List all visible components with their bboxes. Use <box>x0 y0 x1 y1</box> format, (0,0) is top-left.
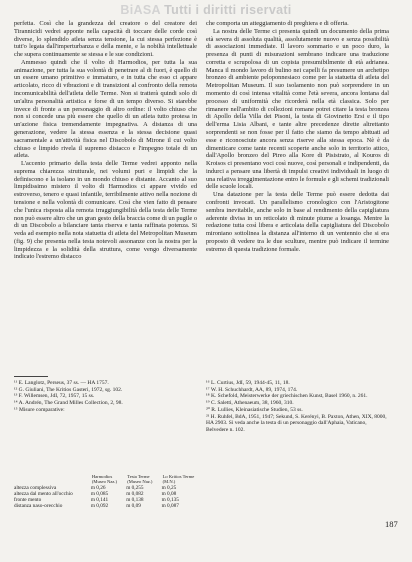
measure-value: m 0,255 <box>126 485 144 491</box>
measurements-header: Testa Terme (Museo Naz.) <box>127 474 153 484</box>
left-paragraph-1: perfetta. Così che la grandezza del creatore o del creatore dei Tirannicidi vedrei apponte nella capacità di toccare delle corde così diverse, lo splendido atleta senza tensione, la cui stessa perfezione è tutt'o legata dall'imperturbanza e della mente, e la nobiltà intellettuale che supera continuamente se stessa e le sue condizioni. <box>14 20 197 59</box>
measure-label: fronte mento <box>14 497 42 504</box>
left-column <box>14 20 197 374</box>
footnote: ²⁰ R. Lullies, Kleinasiatische Studien, 53 ss. <box>206 406 303 413</box>
footnote: ²¹ H. Ruhfel, BdA, 1951, 1947; Sekund, S. Kerényi, B. Paxton, Athen, XIX, 8000, HA 2903. Si veda anche la testa di un personaggio dall'Aphaia, Vaticano, Belvedere n. 102. <box>206 413 387 433</box>
measurements-table <box>14 473 197 509</box>
right-footnotes <box>206 380 389 448</box>
footnote: ¹⁹ C. Saletti, Athenaeum, 38, 1960, 310. <box>206 400 294 407</box>
measure-value: m 0,138 <box>126 497 144 504</box>
footnote: ¹⁴ A. Andrén, The Grand Milles Collection, 2, 98. <box>14 400 123 407</box>
footnote: ¹⁷ W. H. Schuchhardt, AA, 89, 1974, 174. <box>206 386 298 393</box>
footnote: ¹⁸ K. Schefold, Meisterwerke der griechischen Kunst, Basel 1960, n. 261. <box>206 393 368 400</box>
right-paragraph-3: Una datazione per la testa delle Terme può essere dedotta dai confronti invocati. Un parallelismo cronologico con l'Aristogitone sembra inevitabile, anche solo in base al rendimento della capigliatura aderente divisa in un reticolato di minute piume a losanga. Mentre la redazione tutta così libera e articolata della capigliatura del Discobolo mironiano sottolinea la distanza all'interno di un ventennio che si era proposto di vedere tra le due sculture, mentre può indicare il termine estremo di questa tradizione formale. <box>206 191 389 253</box>
left-footnotes <box>14 380 197 473</box>
measure-value: m 0,25 <box>161 485 177 491</box>
measure-value: m 0,26 <box>90 485 106 491</box>
measure-value: m 0,09 <box>126 503 141 510</box>
measure-value: m 0,087 <box>161 503 179 510</box>
measure-label: distanza naso-orecchio <box>14 503 63 510</box>
left-paragraph-3: L'accento primario della testa delle Terme vedrei apponto nella suprema chiarezza strutturale, nei volumi puri e limpidi che la definiscono e la isolano in un mondo chiuso e distante. Accanto al suo limpidissimo mistero il volto di Harmodios ci appare vivido ed estroverso, tenero e quasi infantile, terribilmente attivo nella nozione di tensione e nella volontà di comunicare. Così che vien fatto di pensare che l'unica risposta alla remota irraggiungibilità della testa delle Terme non può essere altro che un gran gesto della braccia come di un pugile o di un Discobolo a bilanciare tanta riserva e tanta raffinata potenza. Si veda ad esempio nella nota statuetta di atleta del Metropolitan Museum (fig. 9) che presenta nella testa notevoli assonanze con la nostra per la limpidezza e la solidità della struttura, come vengo diversamente indicato l'estremo distacco <box>14 160 197 261</box>
measure-value: m 0,082 <box>126 491 144 498</box>
measure-value: m 0,08 <box>161 491 177 498</box>
footnote-divider <box>14 376 48 377</box>
right-column <box>206 20 389 253</box>
footnote: ¹⁶ L. Curtius, JdI, 59, 1944-45, 11, 18. <box>206 380 290 386</box>
watermark-brand: BiASA <box>120 3 161 17</box>
footnote: ¹² G. Giuliani, The Kritios Gasteri, 1972, sg. 102. <box>14 386 123 393</box>
measure-label: altezza dal mento all'occhio <box>14 491 73 498</box>
footnote: ¹¹ E. Langlotz, Perseus, 37 ss. — HA 1757. <box>14 380 109 386</box>
right-paragraph-2: La nostra delle Terme ci presenta quindi un documento della prima età severa di assoluta qualità, assolutamente nuovo e senza possibilità di associazioni immediate. Il lavoro sommario e un poco duro, la presenza di punti di misurazioni sembrano indicare una traduzione corretta e scrupolosa di un copista presumibilmente di età adrianea. Manca il mondo lavoro di bulino nei capelli fa presumere un archetipo bronzeo di ambiente peloponnesiaco come per la statuetta di atleta del Metropolitan Museum. Il suo isolamento non può sorprendere in un momento di così intensa vitalità come l'età severa, ancora lontana dal processo di uniformità che ricorderà nella età classica. Solo per rimanere nell'ambito di collezioni romane potrei citare la testa bronzea di Apollo della Villa dei Pisoni, la testa di Giovinetto Ersi e il tipo dell'erma Lisia Albani, e tante altre precedenze dirette altrettanto sorprendenti se non fosse per il fatto che siamo da tempo abituati ad esse e riconosciute ancora senza riserve alla stessa epoca. Nè è da dimenticare come tante recenti scoperte anche solo in territorio attico, dall'Apollo bronzeo del Pireo alla Kore di Pisistrato, al Kouros di Kroisos ci presentano voci così nuove, così personali e indipendenti, da indurci a pensare una libertà di impulsi creativi individuali in luogo di una relativa irreggimentazione entro le formule e gli schemi tradizionali delle scuole locali. <box>206 27 389 191</box>
measure-value: m 0,092 <box>90 503 109 510</box>
measurements-header: Lo Kritios Terme (M.N.) <box>162 474 195 484</box>
measurements-header <box>14 473 91 485</box>
footnote: ¹³ F. Willemsen, JdI, 72, 1957, 15 ss. <box>14 393 95 400</box>
watermark-text: Tutti i diritti riservati <box>164 3 292 17</box>
right-paragraph-1: che comporta un atteggiamento di preghiera e di offerta. <box>206 20 349 27</box>
footnote: ¹⁵ Misure comparative: <box>14 406 65 413</box>
measurements-header-row <box>14 473 197 485</box>
page-number: 187 <box>385 519 398 529</box>
measure-value: m 0,135 <box>161 497 179 504</box>
watermark-banner <box>6 3 406 18</box>
table-row <box>14 503 197 509</box>
measurements-header: Harmodios (Museo Naz.) <box>91 474 118 484</box>
measure-value: m 0,141 <box>90 497 109 504</box>
measure-label: altezza complessiva <box>14 485 57 491</box>
measure-value: m 0,085 <box>90 491 109 498</box>
left-paragraph-2: Ammesso quindi che il volto di Harmodios, per tutta la sua animazione, per tutta la sua volontà di penetrare al di fuori, è quello di un essere umano primitivo e immaturo, e in tutta che esso ci appare articolato, ricco di vibrazioni e di transizioni al confronto della remota incomunicabilità dell'atleta delle Terme. Non si tratterà quindi solo di un'altra personalità artistica e forse di un tempo diverso. Si starebbe invece di fronte a un personaggio di altro ordine: il volto chiuso che non si concede una più essere che quello di un atleta tutto protesa in un'azione fisica tremendamente impegnativa. A distanza di una generazione, vedere la stessa essenza e la stessa decisione quasi sacramentale a un'attività fisica nel Discobolo di Mirone il cui volto chiuso e limpido rivela il supremo distacco e l'impegno totale di un atleta. <box>14 58 197 160</box>
